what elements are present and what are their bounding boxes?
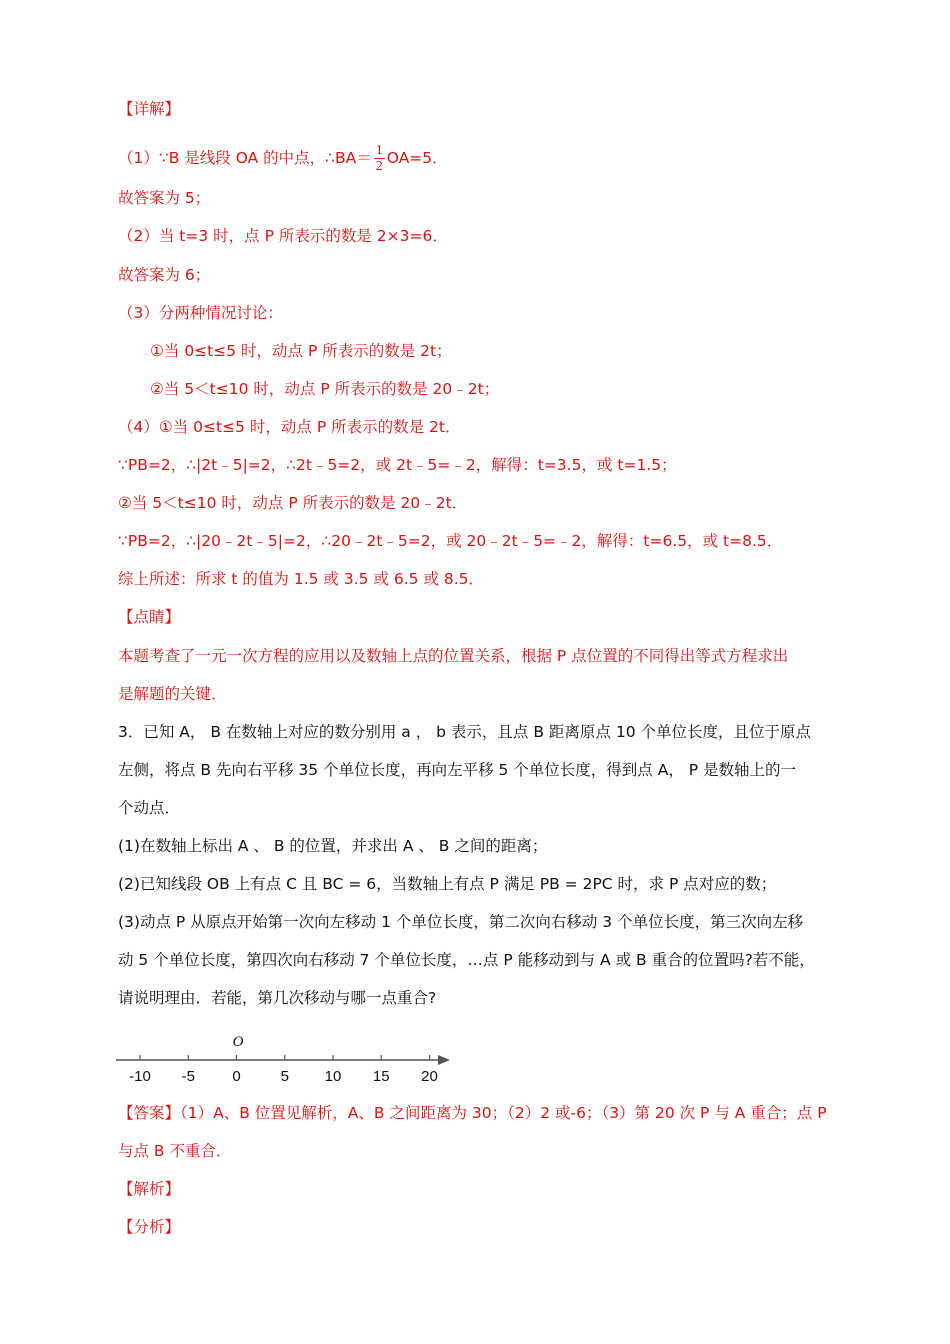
fenxi-header: 【分析】: [118, 1218, 181, 1236]
part1-text-a: （1）∵B 是线段 OA 的中点，∴BA＝: [118, 149, 372, 167]
question3-sub3-line1: (3)动点 P 从原点开始第一次向左移动 1 个单位长度，第二次向右移动 3 个单位长度，第三次向左移: [118, 913, 804, 931]
axis-arrow: [438, 1055, 450, 1065]
part3-case2: ②当 5＜t≤10 时，动点 P 所表示的数是 20﹣2t；: [150, 380, 500, 398]
solution-part1: [118, 143, 448, 174]
solution-part4: （4）①当 0≤t≤5 时，动点 P 所表示的数是 2t．: [118, 418, 461, 436]
tick-label: -10: [129, 1068, 151, 1085]
number-line: [112, 1030, 462, 1086]
part3-case1: ①当 0≤t≤5 时，动点 P 所表示的数是 2t；: [150, 342, 452, 360]
fraction-numerator: 1: [375, 143, 383, 158]
answer-2: 故答案为 6；: [118, 266, 211, 284]
part1-text-b: OA=5．: [386, 149, 448, 167]
question3-sub3-line2: 动 5 个单位长度，第四次向右移动 7 个单位长度，…点 P 能移动到与 A 或 B 重合的位置吗?若不能，: [118, 951, 815, 969]
question3-sub3-line3: 请说明理由．若能，第几次移动与哪一点重合?: [118, 989, 437, 1007]
dianjing-line1: 本题考查了一元一次方程的应用以及数轴上点的位置关系，根据 P 点位置的不同得出等式方程求出: [118, 647, 789, 665]
jiexi-header: 【解析】: [118, 1180, 181, 1198]
tick-label: 10: [324, 1068, 342, 1085]
tick-label: 5: [280, 1068, 289, 1085]
half-fraction: [374, 143, 385, 174]
answer-line1: 【答案】（1）A、B 位置见解析，A、B 之间距离为 30；（2）2 或-6；（3）第 20 次 P 与 A 重合；点 P: [118, 1104, 827, 1122]
part4-line2: ∵PB=2，∴|2t﹣5|=2，∴2t﹣5=2，或 2t﹣5=﹣2，解得：t=3.5，或 t=1.5；: [118, 456, 677, 474]
tick-label: 0: [232, 1068, 241, 1085]
part4-line4: ∵PB=2，∴|20﹣2t﹣5|=2，∴20﹣2t﹣5=2，或 20﹣2t﹣5=﹣2，解得：t=6.5，或 t=8.5．: [118, 532, 783, 550]
fraction-denominator: 2: [375, 159, 383, 174]
question3-sub1: (1)在数轴上标出 A 、 B 的位置，并求出 A 、 B 之间的距离；: [118, 837, 548, 855]
tick-label: -5: [181, 1068, 195, 1085]
question3-line2: 左侧，将点 B 先向右平移 35 个单位长度，再向左平移 5 个单位长度，得到点 A， P 是数轴上的一: [118, 761, 797, 779]
origin-label: O: [232, 1034, 244, 1050]
part4-line3: ②当 5＜t≤10 时，动点 P 所表示的数是 20﹣2t．: [118, 494, 468, 512]
question3-line1: 3．已知 A， B 在数轴上对应的数分别用 a ， b 表示，且点 B 距离原点 10 个单位长度，且位于原点: [118, 723, 811, 741]
dianjing-line2: 是解题的关键．: [118, 685, 227, 703]
solution-part2: （2）当 t=3 时，点 P 所表示的数是 2×3=6．: [118, 227, 448, 245]
question3-line3: 个动点．: [118, 799, 181, 817]
dianjing-header: 【点睛】: [118, 608, 181, 626]
xiangjie-header: 【详解】: [118, 100, 181, 118]
answer-line2: 与点 B 不重合．: [118, 1142, 232, 1160]
question3-sub2: (2)已知线段 OB 上有点 C 且 BC = 6，当数轴上有点 P 满足 PB = 2PC 时，求 P 点对应的数；: [118, 875, 777, 893]
answer-1: 故答案为 5；: [118, 189, 211, 207]
tick-label: 20: [421, 1068, 438, 1085]
summary: 综上所述：所求 t 的值为 1.5 或 3.5 或 6.5 或 8.5．: [118, 570, 485, 588]
solution-part3: （3）分两种情况讨论：: [118, 304, 283, 322]
tick-label: 15: [372, 1068, 390, 1085]
